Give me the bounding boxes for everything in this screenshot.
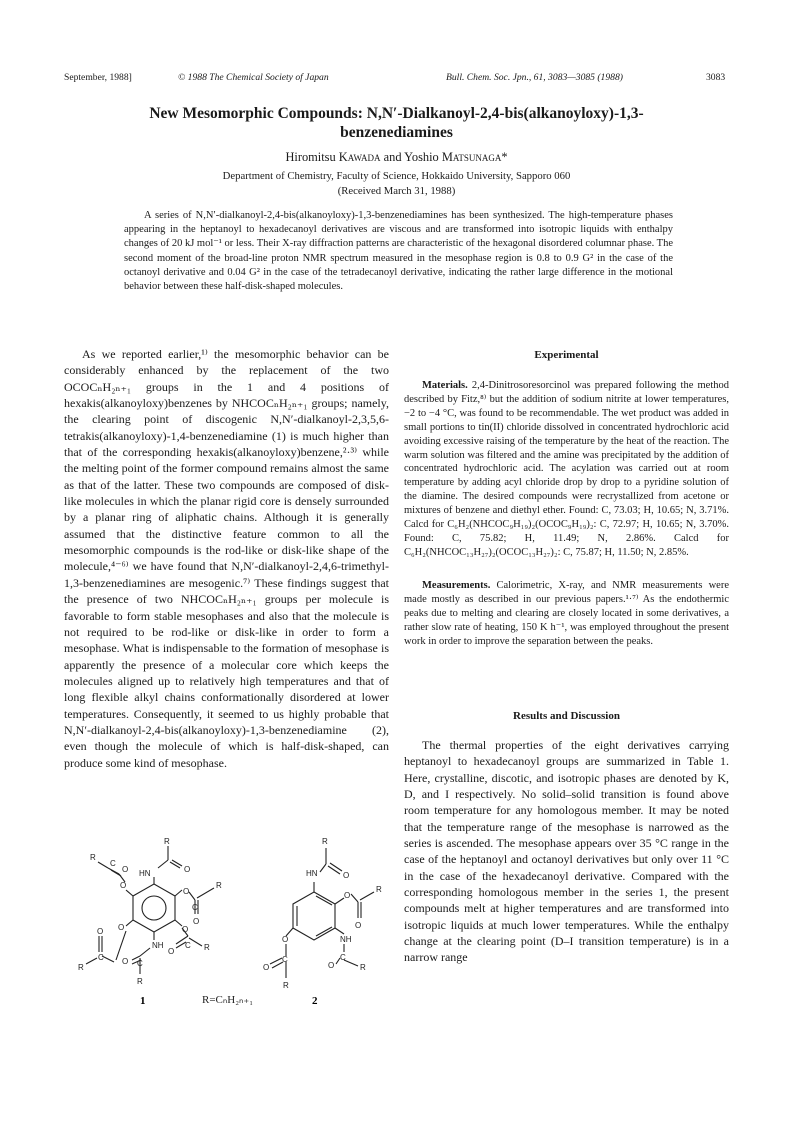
materials-label: Materials. bbox=[422, 380, 468, 391]
struct1-r-right: R bbox=[216, 881, 222, 890]
struct2-nh: NH bbox=[340, 935, 352, 944]
struct1-r-bottom-right: R bbox=[204, 943, 210, 952]
struct1-r-left: R bbox=[90, 853, 96, 862]
author-conjunction: and bbox=[380, 150, 405, 164]
struct1-o-ring-right: O bbox=[183, 887, 190, 896]
struct2-o-top: O bbox=[343, 871, 350, 880]
results-paragraph: The thermal properties of the eight derivatives carrying heptanoyl to hexadecanoyl groups are summarized in Table 1. Here, crystalline, discotic, and isotropic phases are denoted by K, D, and I respectively. No solid–solid transition is found above room temperature for any homologous member. It may be noted that the temperature range of the mesophase is narrowed as the series is ascended. The mesophase appears over 35 °C range in the case of the heptanoyl and octanoyl derivatives but only over 11 °C in the case of the hexadecanoyl derivative. Compared with the corresponding homologous member in the series 1, the present compounds melt at higher temperatures and are transformed into isotropic liquids at much lower temperatures. While the enthalpy change at the clearing point (D–I transition temperature) is in a narrow range bbox=[404, 738, 729, 965]
header-copyright: © 1988 The Chemical Society of Japan bbox=[178, 72, 329, 83]
struct1-o-left: O bbox=[122, 865, 129, 874]
struct1-o-ring-left: O bbox=[120, 881, 127, 890]
r-definition: R=CₙH₂ₙ₊₁ bbox=[202, 994, 254, 1006]
struct2-r-right: R bbox=[376, 885, 382, 894]
struct1-o-ring-bottom-left: O bbox=[118, 923, 125, 932]
struct2-r-top: R bbox=[322, 837, 328, 846]
structure-figure bbox=[64, 832, 399, 1007]
struct2-o-ester: O bbox=[355, 921, 362, 930]
author-line bbox=[120, 150, 673, 165]
introduction-paragraph: As we reported earlier,¹⁾ the mesomorphic behavior can be considerably enhanced by the replacement of the two OCOCₙH₂ₙ₊₁ groups in the 1 and 4 positions of hexakis(alkanoyloxy)benzenes by NHCOCₙH₂ₙ₊₁ groups; namely, the clearing point of discogenic N,N′-dialkanoyl-2,3,5,6-tetrakis(alkanoyloxy)-1,4-benzenediamine (1) is much higher than that of the corresponding hexakis(alkanoyloxy)benzene,²·³⁾ while the melting point of the former compound remains almost the same as that of the latter. These two compounds are composed of disk-like molecules in which the planar rigid core is densely surrounded by a planar ring of aliphatic chains. Although it is generally assumed that the distinctive feature common to all the mesomorphic compounds is the rod-like or disk-like shape of the molecule,⁴⁻⁶⁾ we have found that N,N′-dialkanoyl-2,4,6-trimethyl-1,3-benzenediamines are mesogenic.⁷⁾ These findings suggest that the presence of two NHCOCₙH₂ₙ₊₁ groups per molecule is favorable to form stable mesophases and also that the molecule is not required to be rod-like or disk-like in order to form a mesophase. What is indispensable to the formation of mesophase is apparently the presence of a molecular core which keeps the molecules aligned up to relatively high temperatures and that of long flexible alkyl chains conformationally disordered at lower temperatures. Consequently, it seemed to us highly probable that N,N′-dialkanoyl-2,4-bis(alkanoyloxy)-1,3-benzenediamine (2), even though the molecule of which is half-disk-shaped, can produce some kind of mesophase. bbox=[64, 347, 389, 770]
struct2-o-left: O bbox=[263, 963, 270, 972]
measurements-paragraph bbox=[404, 579, 729, 649]
affiliation: Department of Chemistry, Faculty of Science, Hokkaido University, Sapporo 060 bbox=[222, 170, 571, 182]
struct1-r-top: R bbox=[164, 837, 170, 846]
materials-paragraph bbox=[404, 379, 729, 560]
abstract: A series of N,N′-dialkanoyl-2,4-bis(alkanoyloxy)-1,3-benzenediamines has been synthesized. The high-temperature phases appearing in the heptanoyl to hexadecanoyl derivatives are viscous and are transformed into isotropic liquids with enthalpy changes of 20 kJ mol⁻¹ or less. Their X-ray diffraction patterns are characteristic of the hexagonal disordered columnar phase. The second moment of the broad-line proton NMR spectrum measured in the mesophase region is 0.8 to 0.9 G² in the case of the octanoyl derivative and 0.04 G² in the case of the tetradecanoyl derivative, indicating the rather large difference in the motional behavior between these half-disk-shaped molecules. bbox=[124, 210, 673, 293]
struct1-o-ring-bottom-right: O bbox=[182, 925, 189, 934]
struct2-c-amide: C bbox=[340, 953, 346, 962]
struct2-o-amide: O bbox=[328, 961, 335, 970]
measurements-text: Calorimetric, X-ray, and NMR measurements were made mostly as described in our previous papers.¹·⁷⁾ As the endothermic peaks due to melting and clearing are closely located in some derivatives, a rather slow rate of heating, 150 K h⁻¹, was employed throughout the present work in order to improve the separation between the peaks. bbox=[404, 580, 729, 647]
header-page-number: 3083 bbox=[706, 72, 726, 83]
benzene-ring-2 bbox=[293, 892, 335, 940]
struct1-o-top: O bbox=[184, 865, 191, 874]
struct1-c-bottom-right: C bbox=[185, 941, 191, 950]
struct2-o-ring-right: O bbox=[344, 891, 351, 900]
struct2-c-left: C bbox=[282, 955, 288, 964]
author1-given: Hiromitsu bbox=[285, 150, 339, 164]
measurements-label: Measurements. bbox=[422, 580, 491, 591]
struct1-r-amide: R bbox=[137, 977, 143, 986]
struct2-r-amide: R bbox=[360, 963, 366, 972]
materials-text: 2,4-Dinitrosoresorcinol was prepared following the method described by Fitz,⁸⁾ but the addition of sodium nitrite at lower temperatures, −2 to −4 °C, was found to be recommendable. The wet product was added in small portions to tin(II) chloride dissolved in concentrated hydrochloric acid avoiding excessive raising of the temperature by the heat of the reaction. The warm solution was filtered and the amine was precipitated by the addition of concentrated hydrochloric acid. The acylation was carried out at room temperature by adding acyl chloride drop by drop to a pyridine solution of the diamine. The desired compounds were recrystallized from acetone or mixtures of benzene and diethyl ether. Found: C, 73.03; H, 10.65; N, 3.71%. Calcd for C₆H₂(NHCOC₉H₁₉)₂(OCOC₉H₁₉)₂: C, 72.97; H, 10.65; N, 3.70%. Found: C, 75.82; H, 11.49; N, 2.86%. Calcd for C₆H₂(NHCOC₁₃H₂₇)₂(OCOC₁₃H₂₇)₂: C, 75.87; H, 11.50; N, 2.85%. bbox=[404, 380, 729, 558]
struct1-o-amide: O bbox=[122, 957, 129, 966]
aromatic-circle-1 bbox=[142, 896, 166, 920]
header-citation: Bull. Chem. Soc. Jpn., 61, 3083—3085 (1988) bbox=[446, 72, 623, 83]
article-title: New Mesomorphic Compounds: N,N′-Dialkanoyl-2,4-bis(alkanoyloxy)-1,3-benzenediamines bbox=[149, 105, 644, 141]
author1-family: Kawada bbox=[338, 150, 381, 164]
struct1-r-bottom-left: R bbox=[78, 963, 84, 972]
struct2-r-bottom: R bbox=[283, 981, 289, 990]
received-date: (Received March 31, 1988) bbox=[337, 185, 456, 197]
benzene-ring-1 bbox=[133, 884, 175, 932]
struct1-c-bottom-left: C bbox=[98, 953, 104, 962]
author2-given: Yoshio bbox=[404, 150, 442, 164]
struct1-c-left: C bbox=[110, 859, 116, 868]
header-date: September, 1988] bbox=[64, 72, 132, 83]
results-heading: Results and Discussion bbox=[513, 710, 620, 722]
author2-family: Matsunaga* bbox=[441, 150, 508, 164]
compound-label-1: 1 bbox=[140, 995, 146, 1007]
struct1-nh: NH bbox=[152, 941, 164, 950]
struct1-c-right: C bbox=[192, 903, 198, 912]
struct2-hn: HN bbox=[306, 869, 318, 878]
struct1-o-bottom-right: O bbox=[168, 947, 175, 956]
struct1-hn: HN bbox=[139, 869, 151, 878]
struct1-o-bottom-left: O bbox=[97, 927, 104, 936]
struct1-o-right: O bbox=[193, 917, 200, 926]
struct2-o-ring-left: O bbox=[282, 935, 289, 944]
compound-label-2: 2 bbox=[312, 995, 318, 1007]
experimental-heading: Experimental bbox=[534, 349, 599, 361]
struct1-c-amide: C bbox=[137, 959, 143, 968]
